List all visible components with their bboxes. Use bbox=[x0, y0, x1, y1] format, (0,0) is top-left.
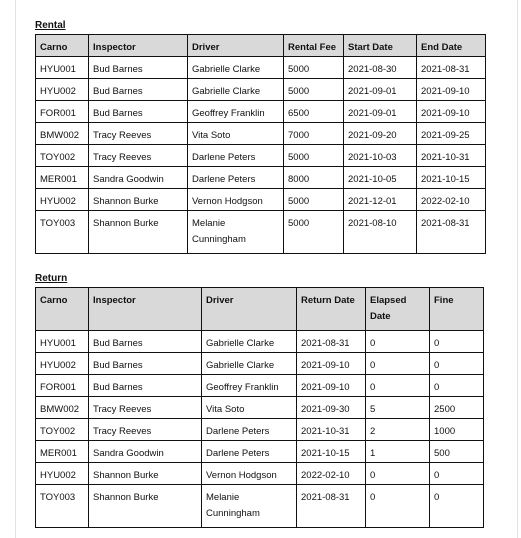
rental-cell-start-date: 2021-10-03 bbox=[344, 145, 417, 167]
rental-cell-inspector: Shannon Burke bbox=[89, 211, 188, 254]
return-cell-elapsed-date: 0 bbox=[366, 463, 430, 485]
return-cell-carno: BMW002 bbox=[36, 397, 89, 419]
return-cell-carno: TOY003 bbox=[36, 485, 89, 528]
return-section bbox=[35, 273, 484, 528]
return-header-elapsed-date: Elapsed Date bbox=[366, 288, 430, 331]
return-header-row bbox=[36, 288, 484, 331]
rental-cell-rental-fee: 5000 bbox=[284, 79, 344, 101]
rental-header-end-date: End Date bbox=[417, 35, 486, 57]
rental-cell-inspector: Bud Barnes bbox=[89, 79, 188, 101]
rental-header-start-date: Start Date bbox=[344, 35, 417, 57]
rental-cell-end-date: 2021-10-31 bbox=[417, 145, 486, 167]
return-cell-driver: Vernon Hodgson bbox=[202, 463, 297, 485]
table-row bbox=[36, 167, 486, 189]
return-cell-inspector: Bud Barnes bbox=[89, 331, 202, 353]
return-cell-driver: Darlene Peters bbox=[202, 419, 297, 441]
rental-cell-end-date: 2021-10-15 bbox=[417, 167, 486, 189]
rental-cell-end-date: 2021-09-10 bbox=[417, 79, 486, 101]
return-cell-fine: 0 bbox=[430, 353, 484, 375]
rental-cell-carno: TOY002 bbox=[36, 145, 89, 167]
rental-cell-driver: Darlene Peters bbox=[188, 167, 284, 189]
return-cell-return-date: 2021-09-10 bbox=[297, 375, 366, 397]
return-cell-elapsed-date: 0 bbox=[366, 485, 430, 528]
rental-cell-inspector: Shannon Burke bbox=[89, 189, 188, 211]
return-cell-elapsed-date: 0 bbox=[366, 375, 430, 397]
table-row bbox=[36, 441, 484, 463]
return-cell-driver: Melanie Cunningham bbox=[202, 485, 297, 528]
rental-cell-carno: MER001 bbox=[36, 167, 89, 189]
rental-cell-end-date: 2021-09-25 bbox=[417, 123, 486, 145]
return-cell-elapsed-date: 0 bbox=[366, 353, 430, 375]
rental-cell-inspector: Tracy Reeves bbox=[89, 145, 188, 167]
rental-cell-start-date: 2021-08-10 bbox=[344, 211, 417, 254]
return-cell-fine: 0 bbox=[430, 463, 484, 485]
return-header-inspector: Inspector bbox=[89, 288, 202, 331]
rental-cell-driver: Melanie Cunningham bbox=[188, 211, 284, 254]
return-cell-inspector: Shannon Burke bbox=[89, 463, 202, 485]
rental-cell-inspector: Bud Barnes bbox=[89, 57, 188, 79]
rental-title: Rental bbox=[35, 20, 66, 31]
return-cell-inspector: Bud Barnes bbox=[89, 353, 202, 375]
table-row bbox=[36, 375, 484, 397]
rental-table bbox=[35, 34, 486, 254]
table-row bbox=[36, 101, 486, 123]
table-row bbox=[36, 331, 484, 353]
rental-cell-rental-fee: 5000 bbox=[284, 145, 344, 167]
return-header-carno: Carno bbox=[36, 288, 89, 331]
return-cell-return-date: 2021-09-30 bbox=[297, 397, 366, 419]
return-cell-inspector: Tracy Reeves bbox=[89, 419, 202, 441]
return-cell-return-date: 2021-10-31 bbox=[297, 419, 366, 441]
rental-cell-driver: Gabrielle Clarke bbox=[188, 57, 284, 79]
return-cell-fine: 500 bbox=[430, 441, 484, 463]
return-cell-fine: 0 bbox=[430, 485, 484, 528]
return-cell-elapsed-date: 0 bbox=[366, 331, 430, 353]
table-row bbox=[36, 79, 486, 101]
return-cell-return-date: 2021-08-31 bbox=[297, 485, 366, 528]
rental-cell-start-date: 2021-12-01 bbox=[344, 189, 417, 211]
return-cell-inspector: Tracy Reeves bbox=[89, 397, 202, 419]
table-row bbox=[36, 353, 484, 375]
rental-cell-driver: Darlene Peters bbox=[188, 145, 284, 167]
return-cell-return-date: 2022-02-10 bbox=[297, 463, 366, 485]
rental-cell-carno: HYU001 bbox=[36, 57, 89, 79]
table-row bbox=[36, 145, 486, 167]
rental-cell-start-date: 2021-09-20 bbox=[344, 123, 417, 145]
rental-cell-inspector: Sandra Goodwin bbox=[89, 167, 188, 189]
table-row bbox=[36, 463, 484, 485]
table-row bbox=[36, 397, 484, 419]
table-row bbox=[36, 189, 486, 211]
rental-cell-inspector: Bud Barnes bbox=[89, 101, 188, 123]
return-cell-fine: 2500 bbox=[430, 397, 484, 419]
return-cell-carno: HYU002 bbox=[36, 353, 89, 375]
table-row bbox=[36, 485, 484, 528]
return-cell-inspector: Shannon Burke bbox=[89, 485, 202, 528]
rental-cell-inspector: Tracy Reeves bbox=[89, 123, 188, 145]
return-cell-elapsed-date: 1 bbox=[366, 441, 430, 463]
rental-header-carno: Carno bbox=[36, 35, 89, 57]
return-cell-driver: Geoffrey Franklin bbox=[202, 375, 297, 397]
return-header-driver: Driver bbox=[202, 288, 297, 331]
rental-cell-rental-fee: 5000 bbox=[284, 189, 344, 211]
return-header-return-date: Return Date bbox=[297, 288, 366, 331]
return-cell-carno: HYU001 bbox=[36, 331, 89, 353]
rental-cell-rental-fee: 7000 bbox=[284, 123, 344, 145]
return-cell-inspector: Bud Barnes bbox=[89, 375, 202, 397]
rental-cell-driver: Geoffrey Franklin bbox=[188, 101, 284, 123]
rental-cell-rental-fee: 5000 bbox=[284, 57, 344, 79]
return-cell-elapsed-date: 5 bbox=[366, 397, 430, 419]
rental-cell-end-date: 2021-08-31 bbox=[417, 211, 486, 254]
rental-header-rental-fee: Rental Fee bbox=[284, 35, 344, 57]
return-cell-return-date: 2021-09-10 bbox=[297, 353, 366, 375]
return-cell-carno: FOR001 bbox=[36, 375, 89, 397]
rental-cell-start-date: 2021-08-30 bbox=[344, 57, 417, 79]
rental-cell-carno: TOY003 bbox=[36, 211, 89, 254]
rental-cell-end-date: 2021-09-10 bbox=[417, 101, 486, 123]
return-cell-driver: Gabrielle Clarke bbox=[202, 353, 297, 375]
rental-cell-start-date: 2021-09-01 bbox=[344, 101, 417, 123]
rental-header-driver: Driver bbox=[188, 35, 284, 57]
return-cell-fine: 1000 bbox=[430, 419, 484, 441]
return-cell-driver: Vita Soto bbox=[202, 397, 297, 419]
rental-cell-carno: HYU002 bbox=[36, 79, 89, 101]
rental-cell-rental-fee: 8000 bbox=[284, 167, 344, 189]
rental-header-row bbox=[36, 35, 486, 57]
rental-cell-rental-fee: 6500 bbox=[284, 101, 344, 123]
return-cell-return-date: 2021-10-15 bbox=[297, 441, 366, 463]
table-row bbox=[36, 57, 486, 79]
rental-header-inspector: Inspector bbox=[89, 35, 188, 57]
return-cell-return-date: 2021-08-31 bbox=[297, 331, 366, 353]
return-cell-driver: Gabrielle Clarke bbox=[202, 331, 297, 353]
return-cell-carno: HYU002 bbox=[36, 463, 89, 485]
return-header-fine: Fine bbox=[430, 288, 484, 331]
table-row bbox=[36, 211, 486, 254]
return-cell-fine: 0 bbox=[430, 331, 484, 353]
table-row bbox=[36, 123, 486, 145]
rental-cell-carno: BMW002 bbox=[36, 123, 89, 145]
rental-cell-carno: FOR001 bbox=[36, 101, 89, 123]
return-cell-fine: 0 bbox=[430, 375, 484, 397]
rental-cell-end-date: 2022-02-10 bbox=[417, 189, 486, 211]
return-cell-elapsed-date: 2 bbox=[366, 419, 430, 441]
rental-cell-driver: Vernon Hodgson bbox=[188, 189, 284, 211]
return-cell-carno: MER001 bbox=[36, 441, 89, 463]
rental-cell-start-date: 2021-10-05 bbox=[344, 167, 417, 189]
return-title: Return bbox=[35, 273, 68, 284]
table-row bbox=[36, 419, 484, 441]
rental-cell-start-date: 2021-09-01 bbox=[344, 79, 417, 101]
rental-cell-end-date: 2021-08-31 bbox=[417, 57, 486, 79]
return-table bbox=[35, 287, 484, 528]
rental-cell-driver: Vita Soto bbox=[188, 123, 284, 145]
return-cell-inspector: Sandra Goodwin bbox=[89, 441, 202, 463]
rental-section bbox=[35, 20, 486, 254]
rental-cell-driver: Gabrielle Clarke bbox=[188, 79, 284, 101]
rental-cell-carno: HYU002 bbox=[36, 189, 89, 211]
return-cell-carno: TOY002 bbox=[36, 419, 89, 441]
return-cell-driver: Darlene Peters bbox=[202, 441, 297, 463]
rental-cell-rental-fee: 5000 bbox=[284, 211, 344, 254]
